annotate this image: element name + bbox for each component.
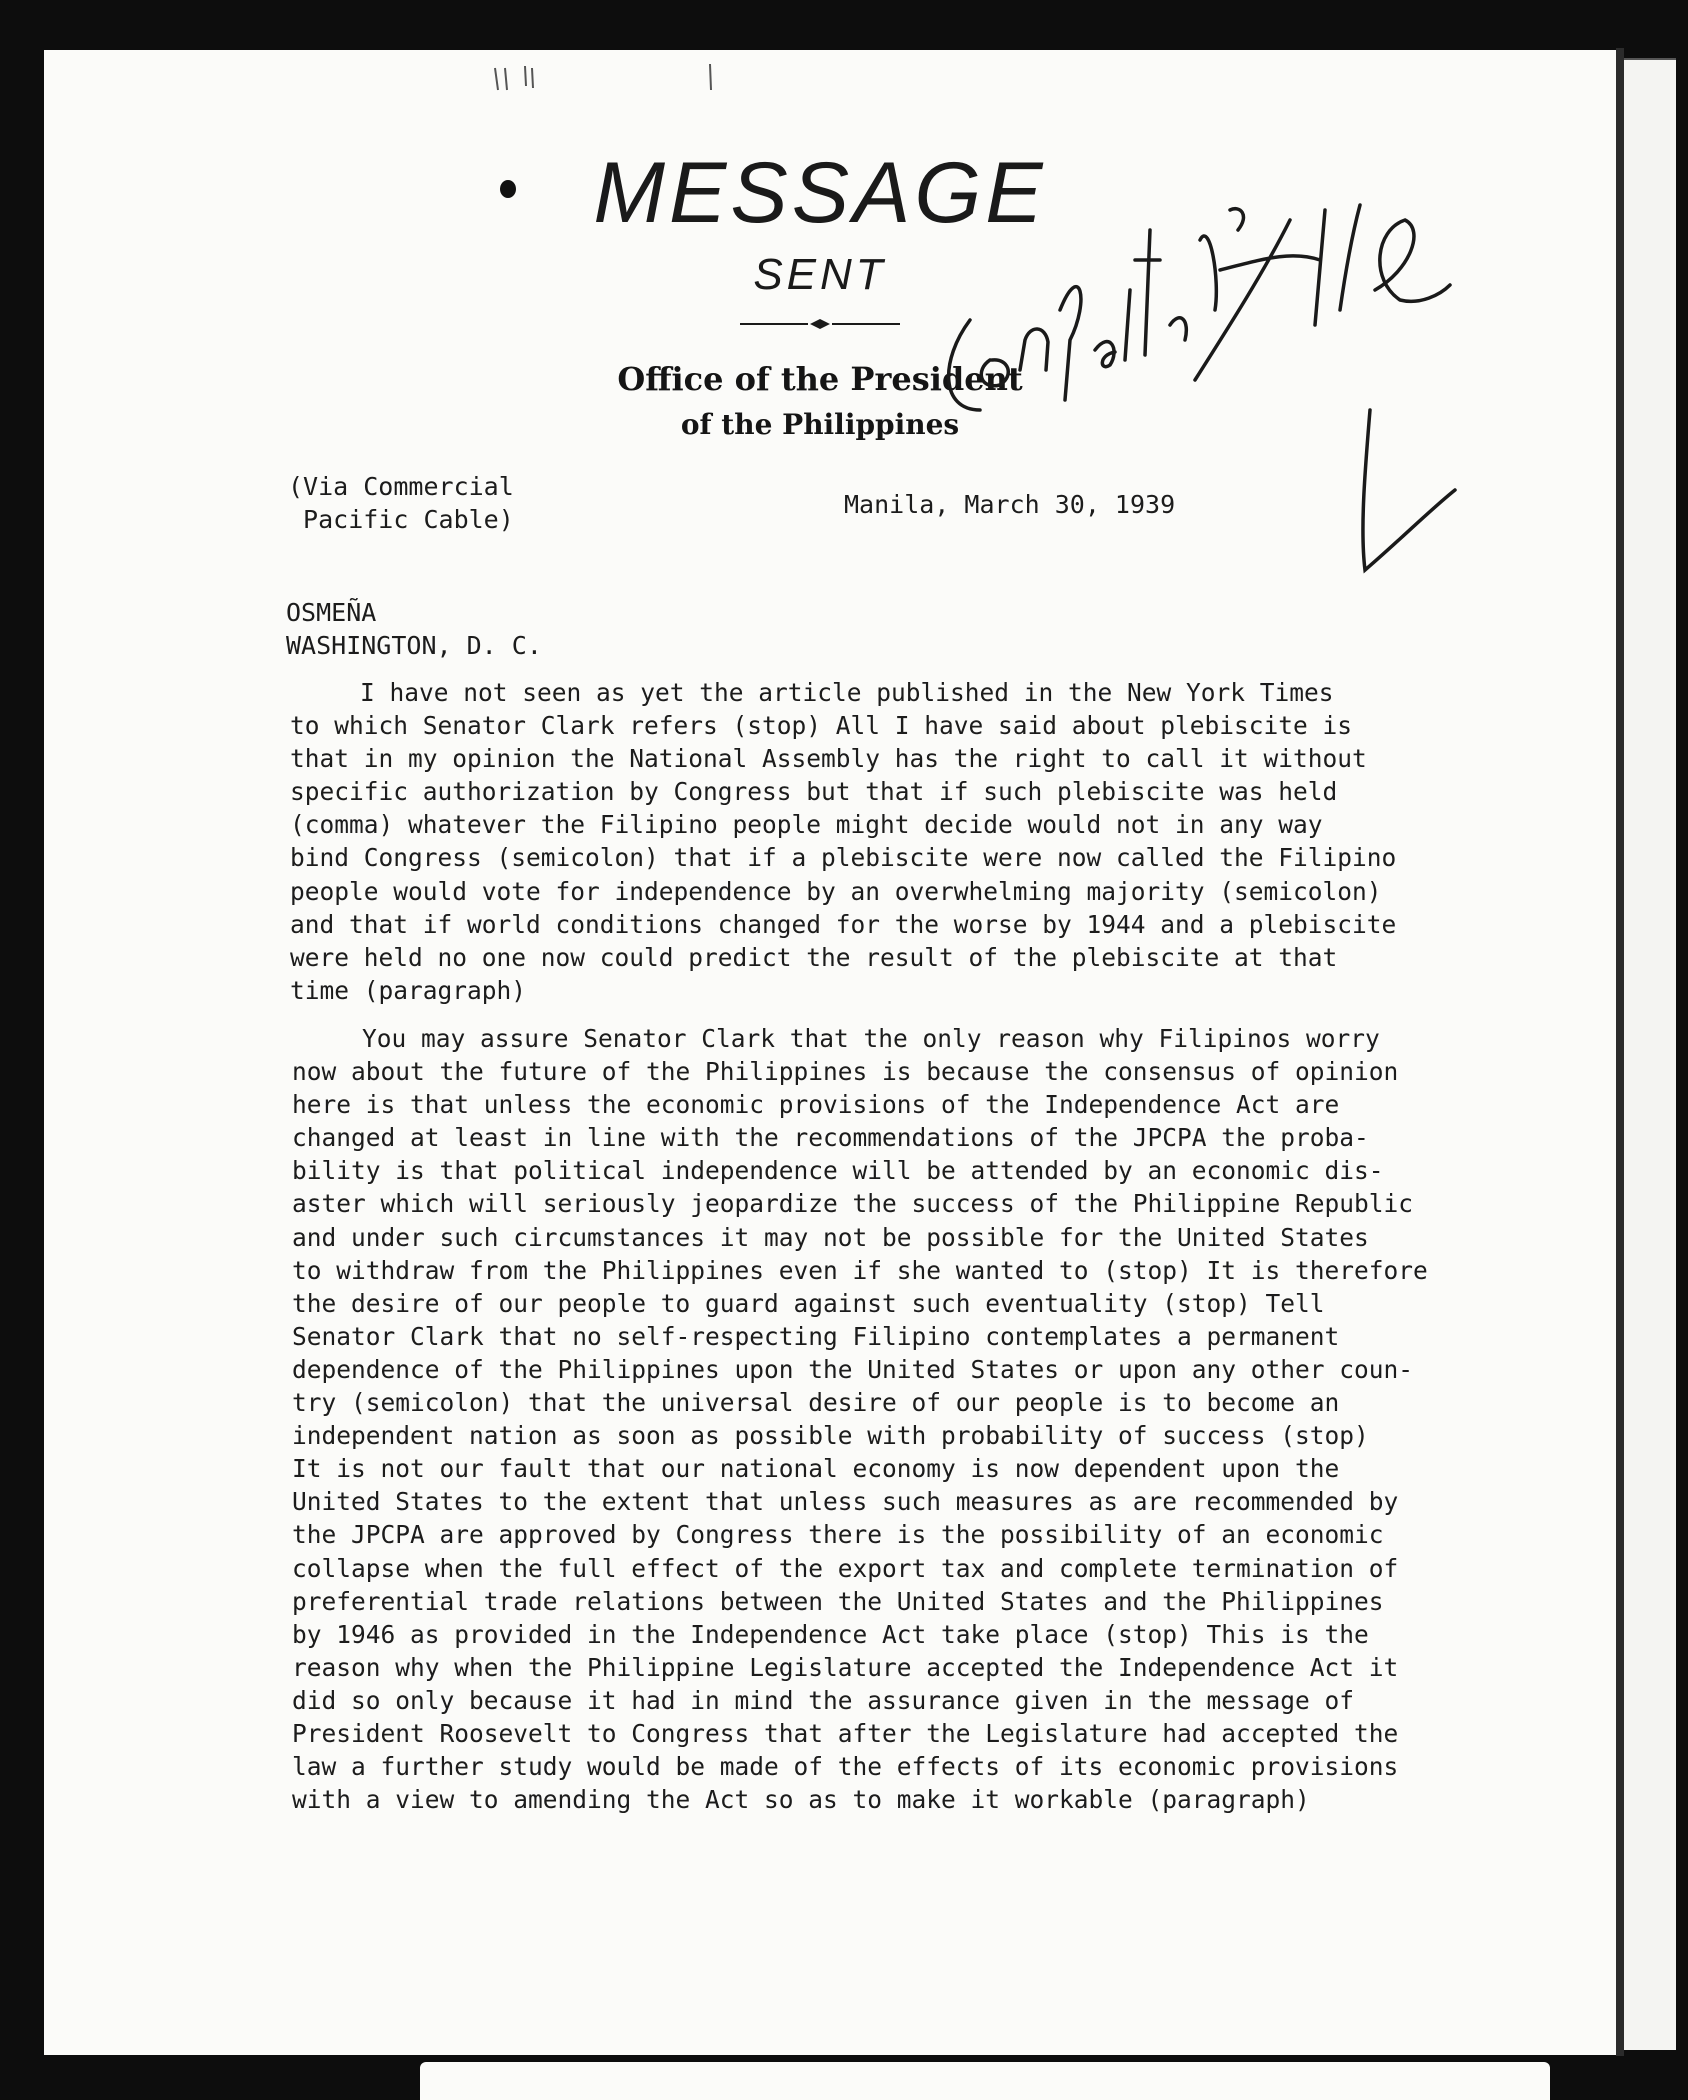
text-line: You may assure Senator Clark that the only reason why Filipinos worry (362, 1024, 1380, 1053)
text-line: and that if world conditions changed for the worse by 1944 and a plebiscite (290, 909, 1397, 939)
dateline: Manila, March 30, 1939 (844, 490, 1176, 519)
text-line: people would vote for independence by an overwhelming majority (semicolon) (290, 876, 1382, 906)
text-line: by 1946 as provided in the Independence Act take place (stop) This is the (292, 1619, 1369, 1649)
text-line: with a view to amending the Act so as to make it workable (paragraph) (292, 1785, 1310, 1815)
next-page-edge (420, 2062, 1550, 2100)
message-paragraph-1 (290, 676, 1396, 1007)
text-line: to withdraw from the Philippines even if she wanted to (stop) It is therefore (292, 1255, 1428, 1285)
letterhead-subtitle: SENT (753, 250, 887, 299)
text-line: preferential trade relations between the United States and the Philippines (292, 1586, 1384, 1616)
addressee-location: WASHINGTON, D. C. (286, 631, 542, 660)
text-line: try (semicolon) that the universal desire of our people is to become an (292, 1388, 1340, 1418)
text-line: were held no one now could predict the result of the plebiscite at that (290, 942, 1338, 972)
office-name-line2: of the Philippines (680, 408, 960, 441)
text-line: did so only because it had in mind the assurance given in the message of (292, 1685, 1355, 1715)
text-line: the JPCPA are approved by Congress there is the possibility of an economic (292, 1520, 1384, 1550)
text-line: and under such circumstances it may not be possible for the United States (292, 1222, 1369, 1252)
text-line: specific authorization by Congress but that if such plebiscite was held (290, 777, 1338, 807)
text-line: now about the future of the Philippines is because the consensus of opinion (292, 1057, 1399, 1087)
text-line: here is that unless the economic provisions of the Independence Act are (292, 1090, 1340, 1120)
text-line: United States to the extent that unless such measures as are recommended by (292, 1487, 1399, 1517)
addressee-name: OSMEÑA (286, 598, 377, 627)
text-line: bind Congress (semicolon) that if a plebiscite were now called the Filipino (290, 843, 1397, 873)
text-line: aster which will seriously jeopardize the success of the Philippine Republic (292, 1189, 1414, 1219)
text-line: the desire of our people to guard against such eventuality (stop) Tell (292, 1288, 1325, 1318)
text-line: dependence of the Philippines upon the United States or upon any other coun- (292, 1354, 1414, 1384)
text-line: time (paragraph) (290, 975, 527, 1005)
text-line: to which Senator Clark refers (stop) All I have said about plebiscite is (290, 711, 1353, 741)
text-line: that in my opinion the National Assembly has the right to call it without (290, 744, 1367, 774)
top-pencil-marks (470, 60, 730, 100)
addressee-block (286, 596, 542, 662)
handwritten-confidential-file-annotation (920, 110, 1480, 630)
text-line: changed at least in line with the recommendations of the JPCPA the proba- (292, 1123, 1369, 1153)
transmission-method: (Via Commercial Pacific Cable) (288, 472, 514, 534)
text-line: President Roosevelt to Congress that after the Legislature had accepted the (292, 1718, 1399, 1748)
office-name-line1: Office of the President (617, 360, 1023, 398)
text-line: bility is that political independence will be attended by an economic dis- (292, 1156, 1384, 1186)
text-line: law a further study would be made of the effects of its economic provisions (292, 1752, 1399, 1782)
ornament-divider (740, 318, 900, 330)
handwritten-note-text: Confidential File (920, 110, 931, 111)
message-paragraph-2 (292, 1022, 1428, 1816)
page-edge-shadow (1616, 48, 1624, 2056)
letterhead-title: MESSAGE (593, 145, 1047, 241)
text-line: independent nation as soon as possible with probability of success (stop) (292, 1421, 1369, 1451)
text-line: Senator Clark that no self-respecting Filipino contemplates a permanent (292, 1321, 1340, 1351)
text-line: (comma) whatever the Filipino people might decide would not in any way (290, 810, 1323, 840)
text-line: reason why when the Philippine Legislature accepted the Independence Act it (292, 1652, 1399, 1682)
text-line: collapse when the full effect of the export tax and complete termination of (292, 1553, 1399, 1583)
text-line: I have not seen as yet the article published in the New York Times (360, 678, 1334, 707)
text-line: It is not our fault that our national economy is now dependent upon the (292, 1454, 1340, 1484)
